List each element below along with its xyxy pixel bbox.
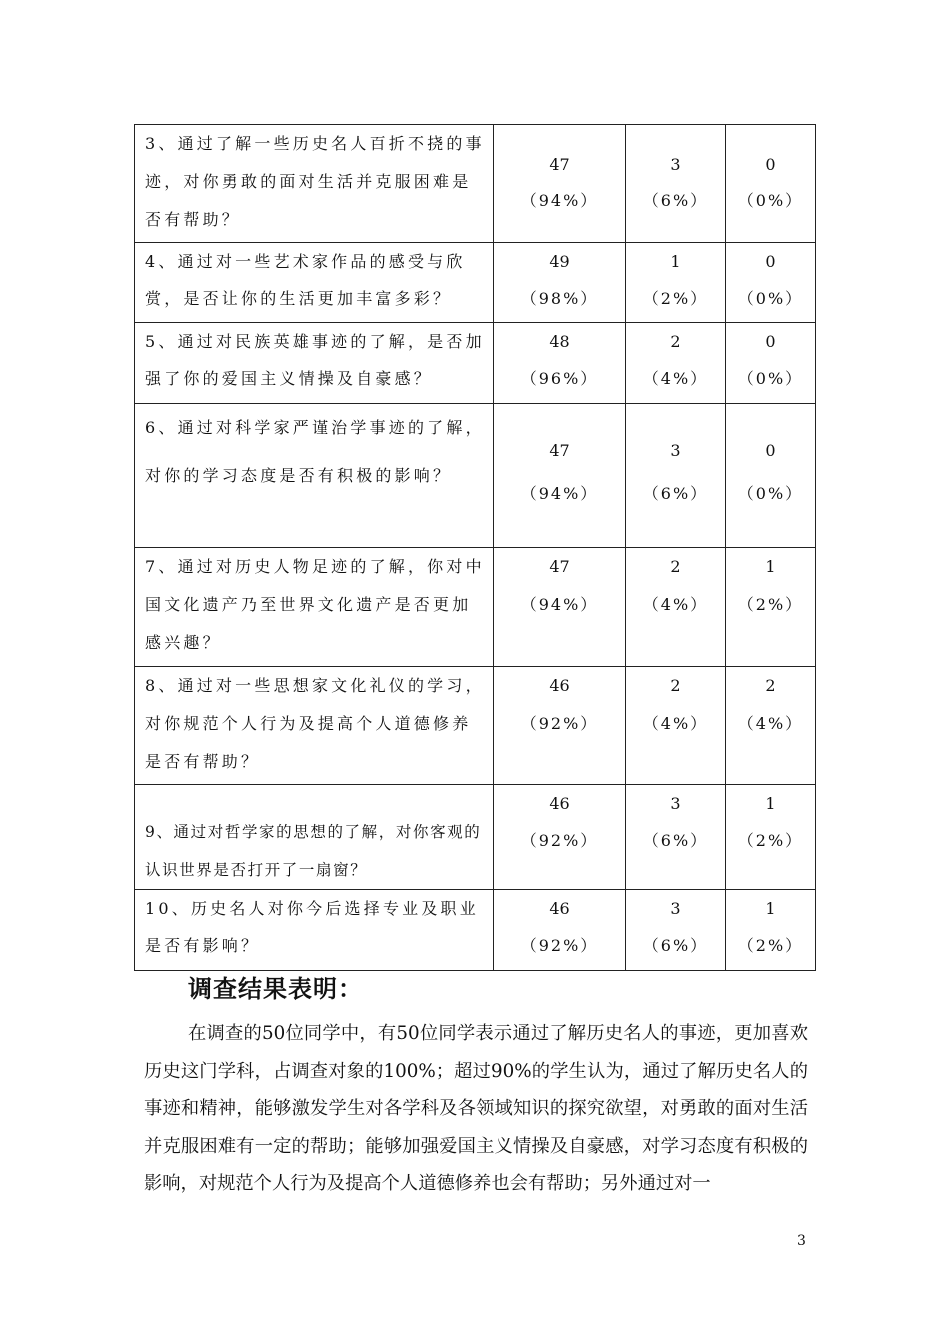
no-cell bbox=[726, 548, 816, 667]
somewhat-cell bbox=[626, 243, 726, 323]
yes-cell bbox=[494, 548, 626, 667]
no-percent: （0%） bbox=[737, 289, 804, 308]
no-percent: （0%） bbox=[737, 191, 804, 210]
yes-count: 46 bbox=[549, 794, 570, 813]
yes-percent: （94%） bbox=[520, 595, 599, 614]
table-row bbox=[135, 243, 816, 323]
no-cell bbox=[726, 404, 816, 548]
question-cell bbox=[135, 890, 494, 971]
somewhat-percent: （6%） bbox=[642, 831, 709, 850]
page-number: 3 bbox=[797, 1233, 806, 1249]
no-cell bbox=[726, 667, 816, 785]
somewhat-count: 3 bbox=[670, 155, 681, 174]
somewhat-cell bbox=[626, 890, 726, 971]
yes-cell bbox=[494, 667, 626, 785]
survey-results-table bbox=[134, 124, 816, 971]
table-row bbox=[135, 323, 816, 404]
somewhat-count: 1 bbox=[670, 252, 681, 271]
somewhat-cell bbox=[626, 323, 726, 404]
somewhat-cell bbox=[626, 125, 726, 243]
question-text: 3、通过了解一些历史名人百折不挠的事迹，对你勇敢的面对生活并克服困难是否有帮助？ bbox=[145, 134, 485, 229]
table-row bbox=[135, 548, 816, 667]
somewhat-percent: （4%） bbox=[642, 714, 709, 733]
question-cell bbox=[135, 785, 494, 890]
table-row bbox=[135, 785, 816, 890]
question-text: 4、通过对一些艺术家作品的感受与欣赏，是否让你的生活更加丰富多彩？ bbox=[145, 252, 466, 308]
question-cell bbox=[135, 243, 494, 323]
yes-count: 47 bbox=[549, 155, 570, 174]
no-cell bbox=[726, 125, 816, 243]
yes-count: 49 bbox=[549, 252, 570, 271]
yes-count: 46 bbox=[549, 676, 570, 695]
no-percent: （2%） bbox=[737, 595, 804, 614]
no-count: 1 bbox=[765, 557, 776, 576]
yes-percent: （92%） bbox=[520, 831, 599, 850]
yes-count: 47 bbox=[549, 557, 570, 576]
no-cell bbox=[726, 323, 816, 404]
yes-cell bbox=[494, 125, 626, 243]
conclusion-heading: 调查结果表明： bbox=[188, 975, 363, 1003]
no-count: 1 bbox=[765, 899, 776, 918]
yes-percent: （98%） bbox=[520, 289, 599, 308]
yes-count: 47 bbox=[549, 441, 570, 460]
yes-percent: （92%） bbox=[520, 936, 599, 955]
table-row bbox=[135, 890, 816, 971]
question-cell bbox=[135, 548, 494, 667]
no-cell bbox=[726, 243, 816, 323]
yes-cell bbox=[494, 890, 626, 971]
somewhat-percent: （6%） bbox=[642, 191, 709, 210]
somewhat-percent: （6%） bbox=[642, 936, 709, 955]
no-cell bbox=[726, 890, 816, 971]
no-percent: （0%） bbox=[737, 369, 804, 388]
no-percent: （0%） bbox=[737, 484, 804, 503]
somewhat-count: 2 bbox=[670, 676, 681, 695]
question-cell bbox=[135, 404, 494, 548]
yes-percent: （92%） bbox=[520, 714, 599, 733]
yes-percent: （94%） bbox=[520, 191, 599, 210]
somewhat-count: 3 bbox=[670, 899, 681, 918]
yes-percent: （94%） bbox=[520, 484, 599, 503]
yes-cell bbox=[494, 785, 626, 890]
table-row bbox=[135, 667, 816, 785]
somewhat-cell bbox=[626, 667, 726, 785]
yes-percent: （96%） bbox=[520, 369, 599, 388]
question-text: 10、历史名人对你今后选择专业及职业是否有影响？ bbox=[145, 899, 479, 955]
table-row bbox=[135, 404, 816, 548]
no-count: 2 bbox=[765, 676, 776, 695]
question-text: 8、通过对一些思想家文化礼仪的学习，对你规范个人行为及提高个人道德修养是否有帮助？ bbox=[145, 676, 485, 771]
somewhat-percent: （4%） bbox=[642, 595, 709, 614]
no-percent: （2%） bbox=[737, 831, 804, 850]
somewhat-count: 2 bbox=[670, 557, 681, 576]
no-count: 0 bbox=[765, 332, 776, 351]
no-percent: （2%） bbox=[737, 936, 804, 955]
somewhat-percent: （6%） bbox=[642, 484, 709, 503]
question-text: 9、通过对哲学家的思想的了解，对你客观的认识世界是否打开了一扇窗？ bbox=[145, 823, 482, 879]
somewhat-percent: （4%） bbox=[642, 369, 709, 388]
no-count: 0 bbox=[765, 441, 776, 460]
yes-cell bbox=[494, 243, 626, 323]
somewhat-cell bbox=[626, 404, 726, 548]
no-count: 0 bbox=[765, 155, 776, 174]
table-row bbox=[135, 125, 816, 243]
yes-cell bbox=[494, 404, 626, 548]
no-percent: （4%） bbox=[737, 714, 804, 733]
question-cell bbox=[135, 125, 494, 243]
somewhat-count: 2 bbox=[670, 332, 681, 351]
conclusion-paragraph: 在调查的50位同学中，有50位同学表示通过了解历史名人的事迹，更加喜欢历史这门学科，占调查对象的100%；超过90%的学生认为，通过了解历史名人的事迹和精神，能够激发学生对各学科及各领域知识的探究欲望，对勇敢的面对生活并克服困难有一定的帮助；能够加强爱国主义情操及自豪感，对学习态度有积极的影响，对规范个人行为及提高个人道德修养也会有帮助；另外通过对一 bbox=[144, 1023, 808, 1194]
question-text: 7、通过对历史人物足迹的了解，你对中国文化遗产乃至世界文化遗产是否更加感兴趣？ bbox=[145, 557, 485, 652]
no-count: 1 bbox=[765, 794, 776, 813]
question-text: 5、通过对民族英雄事迹的了解，是否加强了你的爱国主义情操及自豪感？ bbox=[145, 332, 485, 388]
question-cell bbox=[135, 667, 494, 785]
yes-cell bbox=[494, 323, 626, 404]
question-text: 6、通过对科学家严谨治学事迹的了解，对你的学习态度是否有积极的影响？ bbox=[145, 418, 485, 485]
no-cell bbox=[726, 785, 816, 890]
somewhat-count: 3 bbox=[670, 794, 681, 813]
somewhat-cell bbox=[626, 548, 726, 667]
somewhat-percent: （2%） bbox=[642, 289, 709, 308]
question-cell bbox=[135, 323, 494, 404]
somewhat-cell bbox=[626, 785, 726, 890]
no-count: 0 bbox=[765, 252, 776, 271]
somewhat-count: 3 bbox=[670, 441, 681, 460]
yes-count: 46 bbox=[549, 899, 570, 918]
yes-count: 48 bbox=[549, 332, 570, 351]
